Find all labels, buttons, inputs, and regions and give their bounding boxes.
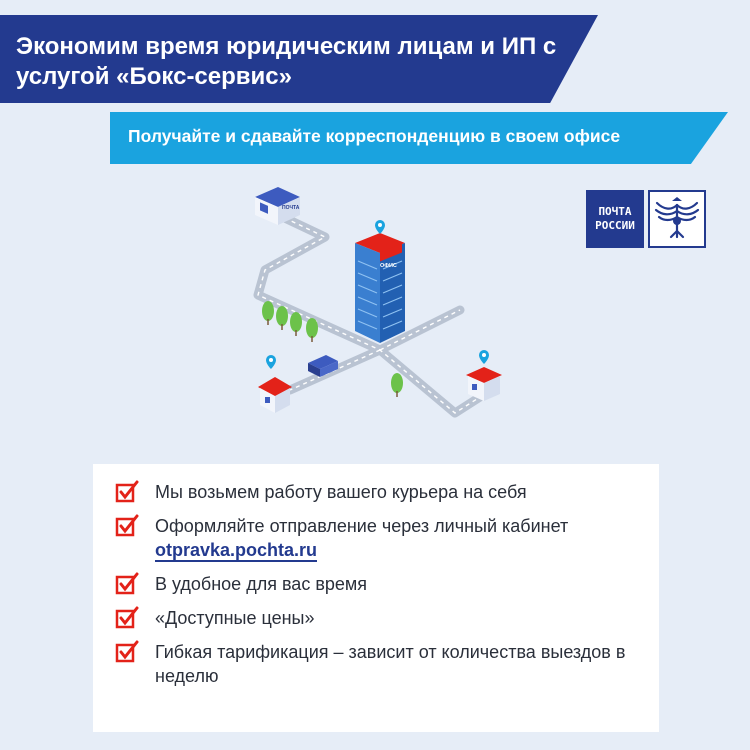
- list-item: [115, 572, 659, 596]
- location-pin-icon: [375, 220, 385, 234]
- feature-text: Оформляйте отправление через личный кабинет: [155, 516, 569, 536]
- features-list: [93, 464, 659, 688]
- list-item: [115, 514, 659, 562]
- feature-text: «Доступные цены»: [155, 608, 315, 628]
- list-item: [115, 606, 659, 630]
- double-eagle-emblem-icon: [648, 190, 706, 248]
- page-title: Экономим время юридическим лицам и ИП с услугой «Бокс-сервис»: [16, 33, 557, 90]
- checkbox-checked-icon: [115, 572, 139, 596]
- page-subtitle: Получайте и сдавайте корреспонденцию в своем офисе: [128, 126, 621, 146]
- post-branch-building: [466, 367, 502, 401]
- logo-wordmark: [586, 190, 644, 248]
- logo-line-2: РОССИИ: [595, 219, 635, 232]
- feature-text: Мы возьмем работу вашего курьера на себя: [155, 482, 527, 502]
- office-tower: [355, 233, 405, 343]
- house-building: [258, 377, 292, 413]
- list-item: [115, 640, 659, 688]
- checkbox-checked-icon: [115, 640, 139, 664]
- location-pin-icon: [479, 350, 489, 364]
- list-item: [115, 480, 659, 504]
- checkbox-checked-icon: [115, 606, 139, 630]
- location-pin-icon: [266, 355, 276, 369]
- office-sign-label: ОФИС: [380, 263, 397, 269]
- logo-line-1: ПОЧТА: [598, 205, 632, 218]
- feature-text: Гибкая тарификация – зависит от количества выездов в неделю: [155, 642, 626, 686]
- russian-post-logo: [586, 190, 708, 248]
- delivery-route-illustration: [230, 175, 530, 425]
- feature-text: В удобное для вас время: [155, 574, 368, 594]
- checkbox-checked-icon: [115, 514, 139, 538]
- checkbox-checked-icon: [115, 480, 139, 504]
- otpravka-link[interactable]: otpravka.pochta.ru: [155, 540, 318, 560]
- features-panel: [93, 464, 659, 732]
- post-sign-label: ПОЧТА: [282, 205, 300, 211]
